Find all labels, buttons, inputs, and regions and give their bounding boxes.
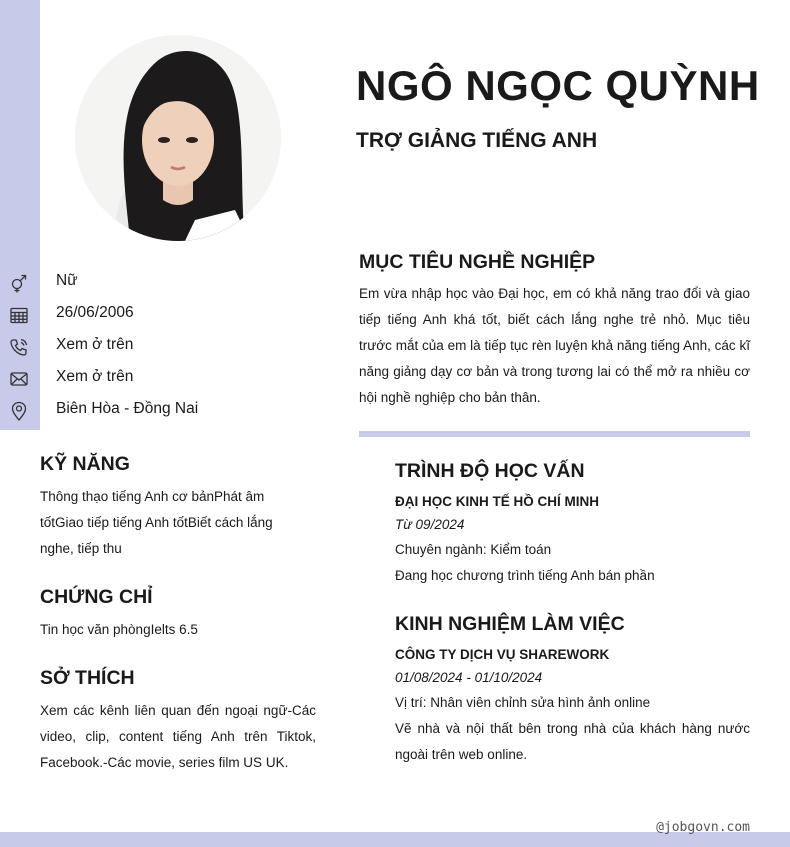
education-heading: TRÌNH ĐỘ HỌC VẤN: [395, 460, 585, 482]
calendar-icon: [9, 305, 29, 325]
candidate-name: NGÔ NGỌC QUỲNH: [356, 62, 760, 109]
experience-company: CÔNG TY DỊCH VỤ SHAREWORK: [395, 647, 610, 662]
certificates-text: Tin học văn phòngIelts 6.5: [40, 622, 198, 637]
job-title: TRỢ GIẢNG TIẾNG ANH: [356, 129, 598, 152]
profile-photo: [75, 35, 281, 241]
hobbies-heading: SỞ THÍCH: [40, 667, 135, 689]
skills-text: Thông thạo tiếng Anh cơ bảnPhát âm tốtGiao tiếp tiếng Anh tốtBiết cách lắng nghe, tiếp thu: [40, 489, 273, 556]
experience-date: 01/08/2024 - 01/10/2024: [395, 670, 543, 685]
objective-heading: MỤC TIÊU NGHỀ NGHIỆP: [359, 251, 596, 273]
phone-value: Xem ở trên: [56, 336, 134, 353]
email-icon: [9, 369, 29, 389]
education-major: Chuyên ngành: Kiểm toán: [395, 542, 552, 557]
experience-heading: KINH NGHIỆM LÀM VIỆC: [395, 613, 625, 635]
education-date: Từ 09/2024: [395, 517, 465, 532]
gender-icon: [9, 273, 29, 293]
phone-icon: [9, 337, 29, 357]
hobbies-text: Xem các kênh liên quan đến ngoại ngữ-Các video, clip, content tiếng Anh trên Tiktok, Facebook.-Các movie, series film US UK.: [40, 703, 316, 770]
certificates-heading: CHỨNG CHỈ: [40, 586, 153, 608]
gender-value: Nữ: [56, 272, 78, 289]
sidebar-accent-strip: [0, 0, 40, 430]
location-icon: [9, 401, 29, 421]
experience-description: Vẽ nhà và nội thất bên trong nhà của khách hàng nước ngoài trên web online.: [395, 721, 750, 762]
objective-text: Em vừa nhập học vào Đại học, em có khả năng trao đổi và giao tiếp tiếng Anh khá tốt, biết cách lắng nghe trẻ nhỏ. Mục tiêu trước mắt của em là tiếp tục rèn luyện khả năng tiếng Anh, các kĩ năng giảng dạy cơ bản và trong tương lai có thể mở ra nhiều cơ hội nghề nghiệp cho bản thân.: [359, 286, 750, 405]
skills-heading: KỸ NĂNG: [40, 453, 130, 475]
section-divider: [359, 431, 750, 437]
location-value: Biên Hòa - Đồng Nai: [56, 400, 199, 417]
experience-position: Vị trí: Nhân viên chỉnh sửa hình ảnh online: [395, 695, 651, 710]
watermark: @jobgovn.com: [656, 820, 750, 835]
email-value: Xem ở trên: [56, 368, 134, 385]
education-note: Đang học chương trình tiếng Anh bán phần: [395, 568, 655, 583]
birthdate-value: 26/06/2006: [56, 304, 134, 321]
education-school: ĐẠI HỌC KINH TẾ HỒ CHÍ MINH: [395, 494, 599, 509]
